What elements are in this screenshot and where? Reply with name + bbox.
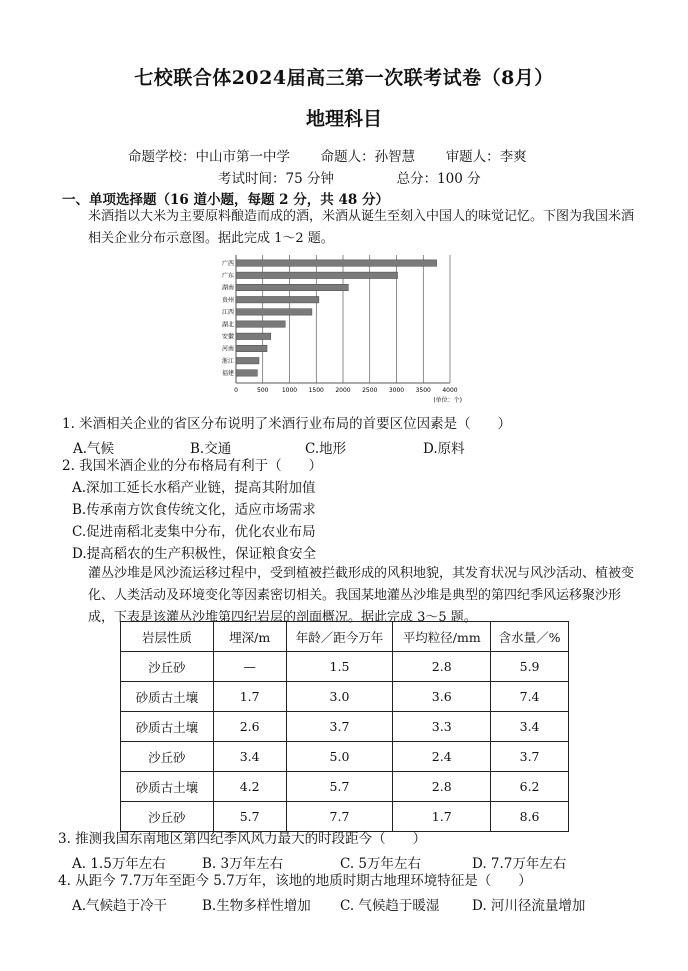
table-cell: 沙丘砂 bbox=[121, 742, 214, 772]
q1-option-b[interactable]: B.交通 bbox=[190, 441, 232, 457]
table-cell: 5.7 bbox=[213, 802, 286, 832]
q2-option-d[interactable]: D.提高稻农的生产积极性，保证粮食安全 bbox=[72, 546, 317, 562]
table-cell: — bbox=[213, 652, 286, 682]
table-cell: 3.7 bbox=[286, 712, 393, 742]
q4-option-c[interactable]: C. 气候趋于暖湿 bbox=[340, 898, 440, 914]
author-label: 命题人： bbox=[320, 149, 375, 165]
table-header-cell: 平均粒径/mm bbox=[393, 622, 491, 652]
chart-x-tick-label: 3500 bbox=[415, 387, 431, 394]
reviewer-label: 审题人： bbox=[445, 149, 500, 165]
section-heading-prefix: 一、单项选择题 bbox=[62, 192, 157, 208]
chart-bar bbox=[236, 357, 259, 364]
table-row bbox=[121, 652, 569, 682]
question-4-stem: 4. 从距今 7.7万年至距今 5.7万年，该地的地质时期古地理环境特征是（ ） bbox=[58, 873, 532, 889]
score-label: 总分： bbox=[396, 171, 438, 187]
exam-title: 七校联合体2024届高三第一次联考试卷（8月） bbox=[134, 67, 554, 89]
chart-bar bbox=[236, 284, 348, 291]
table-header-cell: 岩层性质 bbox=[121, 622, 214, 652]
q1-option-a[interactable]: A.气候 bbox=[73, 441, 115, 457]
passage-2-text: 灌丛沙堆是风沙流运移过程中，受到植被拦截形成的风积地貌，其发育状况与风沙活动、植被变化、人类活动及环境变化等因素密切相关。我国某地灌丛沙堆是典型的第四纪季风运移聚沙形成，下表是该灌丛沙堆第四纪岩层的剖面概况。据此完成 3～5 题。 bbox=[88, 566, 635, 625]
chart-category-label: 福建 bbox=[221, 370, 234, 378]
table-header-cell: 埋深/m bbox=[213, 622, 286, 652]
table-cell: 1.7 bbox=[393, 802, 491, 832]
table-cell: 3.6 bbox=[393, 682, 491, 712]
question-3-stem: 3. 推测我国东南地区第四纪季风风力最大的时段距今（ ） bbox=[58, 831, 427, 847]
table-cell: 砂质古土壤 bbox=[121, 712, 214, 742]
chart-bar bbox=[236, 260, 437, 267]
table-row bbox=[121, 712, 569, 742]
table-row bbox=[121, 682, 569, 712]
chart-unit-label: (单位：个) bbox=[433, 397, 462, 404]
table-row bbox=[121, 802, 569, 832]
table-cell: 8.6 bbox=[491, 802, 569, 832]
chart-category-label: 贵州 bbox=[221, 296, 234, 304]
author-name: 孙智慧 bbox=[374, 149, 416, 165]
table-row bbox=[121, 772, 569, 802]
exam-meta-line1 bbox=[128, 145, 527, 165]
question-2 bbox=[62, 455, 662, 565]
table-cell: 砂质古土壤 bbox=[121, 682, 214, 712]
table-header-cell: 年龄／距今万年 bbox=[286, 622, 393, 652]
table-cell: 1.5 bbox=[286, 652, 393, 682]
chart-bar bbox=[236, 333, 271, 340]
chart-category-label: 湖北 bbox=[221, 321, 234, 329]
q2-option-a[interactable]: A.深加工延长水稻产业链，提高其附加值 bbox=[72, 480, 316, 496]
q3-option-b[interactable]: B. 3万年左右 bbox=[202, 856, 284, 872]
chart-bar bbox=[236, 272, 398, 279]
question-4 bbox=[58, 870, 532, 892]
passage-2 bbox=[62, 563, 646, 629]
exam-meta-line2 bbox=[218, 167, 481, 187]
table-cell: 5.0 bbox=[286, 742, 393, 772]
chart-bar bbox=[236, 309, 312, 316]
q1-option-d[interactable]: D.原料 bbox=[423, 441, 465, 457]
chart-x-tick-label: 4000 bbox=[442, 387, 458, 394]
q1-option-c[interactable]: C.地形 bbox=[305, 441, 347, 457]
q3-option-d[interactable]: D. 7.7万年左右 bbox=[472, 856, 567, 872]
question-3 bbox=[58, 828, 426, 850]
school-name: 中山市第一中学 bbox=[195, 149, 290, 165]
table-cell: 2.8 bbox=[393, 772, 491, 802]
table-cell: 3.3 bbox=[393, 712, 491, 742]
section-heading-detail: （16 道小题，每题 2 分，共 48 分） bbox=[156, 192, 389, 208]
chart-bar bbox=[236, 321, 285, 328]
reviewer-name: 李爽 bbox=[499, 149, 527, 165]
question-1 bbox=[62, 413, 511, 435]
chart-x-tick-label: 1500 bbox=[308, 387, 324, 394]
chart-bar bbox=[236, 345, 267, 352]
chart-category-label: 广东 bbox=[221, 272, 234, 280]
q4-option-b[interactable]: B.生物多样性增加 bbox=[202, 898, 311, 914]
chart-category-label: 江西 bbox=[221, 309, 234, 317]
chart-x-tick-label: 2000 bbox=[335, 387, 351, 394]
enterprise-bar-chart bbox=[214, 254, 464, 404]
table-cell: 3.0 bbox=[286, 682, 393, 712]
chart-x-tick-label: 3000 bbox=[388, 387, 405, 394]
chart-x-tick-label: 2500 bbox=[362, 387, 378, 394]
chart-category-label: 浙江 bbox=[221, 357, 234, 365]
table-header-row bbox=[121, 622, 569, 652]
passage-1 bbox=[62, 206, 642, 250]
table-row bbox=[121, 742, 569, 772]
chart-x-tick-label: 1000 bbox=[281, 387, 298, 394]
passage-1-text: 米酒指以大米为主要原料酿造而成的酒，米酒从诞生至刻入中国人的味觉记忆。下图为我国米酒相关企业分布示意图。据此完成 1～2 题。 bbox=[88, 209, 635, 246]
table-cell: 4.2 bbox=[213, 772, 286, 802]
q4-option-d[interactable]: D. 河川径流量增加 bbox=[472, 898, 586, 914]
chart-category-label: 广西 bbox=[221, 260, 234, 268]
table-cell: 沙丘砂 bbox=[121, 802, 214, 832]
time-value: 75 分钟 bbox=[285, 171, 334, 187]
table-cell: 3.7 bbox=[491, 742, 569, 772]
q3-option-c[interactable]: C. 5万年左右 bbox=[340, 856, 422, 872]
question-1-stem: 1. 米酒相关企业的省区分布说明了米酒行业布局的首要区位因素是（ ） bbox=[62, 416, 512, 432]
table-cell: 5.9 bbox=[491, 652, 569, 682]
table-cell: 3.4 bbox=[491, 712, 569, 742]
table-cell: 7.4 bbox=[491, 682, 569, 712]
q2-option-b[interactable]: B.传承南方饮食传统文化，适应市场需求 bbox=[72, 502, 316, 518]
question-2-stem: 2. 我国米酒企业的分布格局有利于（ ） bbox=[62, 458, 323, 474]
table-cell: 砂质古土壤 bbox=[121, 772, 214, 802]
time-label: 考试时间： bbox=[218, 171, 286, 187]
chart-x-tick-label: 500 bbox=[257, 387, 269, 394]
chart-category-label: 河南 bbox=[221, 345, 234, 353]
chart-bar bbox=[236, 296, 319, 303]
table-cell: 7.7 bbox=[286, 802, 393, 832]
q3-option-a[interactable]: A. 1.5万年左右 bbox=[72, 856, 166, 872]
chart-category-label: 湖南 bbox=[221, 284, 234, 292]
score-value: 100 分 bbox=[437, 171, 481, 187]
chart-x-tick-label: 0 bbox=[234, 387, 238, 394]
table-cell: 6.2 bbox=[491, 772, 569, 802]
table-cell: 2.6 bbox=[213, 712, 286, 742]
table-cell: 沙丘砂 bbox=[121, 652, 214, 682]
section-heading bbox=[62, 188, 389, 208]
table-cell: 2.8 bbox=[393, 652, 491, 682]
table-cell: 2.4 bbox=[393, 742, 491, 772]
q4-option-a[interactable]: A.气候趋于冷干 bbox=[72, 898, 168, 914]
table-cell: 1.7 bbox=[213, 682, 286, 712]
table-header-cell: 含水量／% bbox=[491, 622, 569, 652]
subject-title: 地理科目 bbox=[305, 108, 382, 130]
table-cell: 3.4 bbox=[213, 742, 286, 772]
school-label: 命题学校： bbox=[128, 149, 196, 165]
chart-category-label: 安徽 bbox=[221, 333, 234, 341]
chart-bar bbox=[236, 370, 257, 377]
strata-table bbox=[120, 621, 569, 832]
table-cell: 5.7 bbox=[286, 772, 393, 802]
q2-option-c[interactable]: C.促进南稻北麦集中分布，优化农业布局 bbox=[72, 524, 316, 540]
